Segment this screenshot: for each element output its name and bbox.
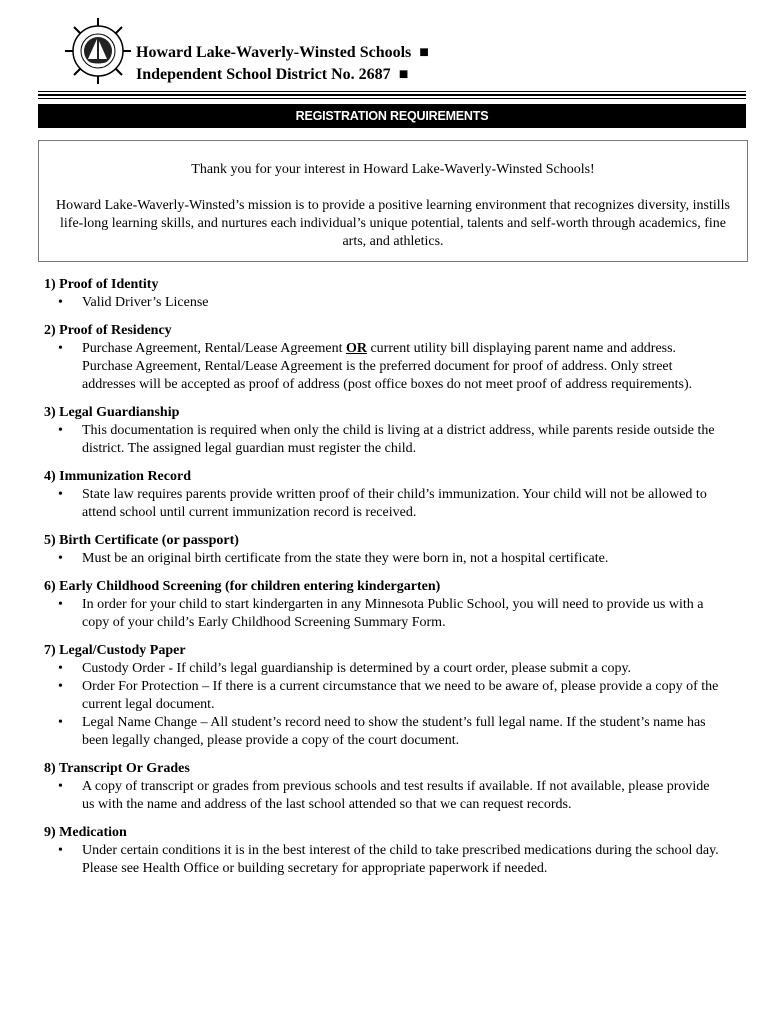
- section-title: 8) Transcript Or Grades: [44, 761, 190, 776]
- bullet-icon: •: [58, 597, 63, 612]
- square-bullet-icon: ■: [398, 66, 409, 83]
- bullet-icon: •: [58, 551, 63, 566]
- divider: [38, 94, 746, 96]
- bullet-icon: •: [58, 295, 63, 310]
- list-item: • Under certain conditions it is in the best interest of the child to take prescribed medications during the school day. Please see Health Office or building secretary for appropriate paperwork if needed.: [58, 843, 719, 876]
- or-emphasis: OR: [345, 341, 367, 356]
- section-title: 9) Medication: [44, 825, 127, 840]
- mission-statement: Howard Lake-Waverly-Winsted’s mission is to provide a positive learning environment that recognizes diversity, instills life-long learning skills, and nurtures each individual’s unique potential, talents and self-worth through academics, fine arts, and athletics.: [56, 198, 730, 249]
- page-title: REGISTRATION REQUIREMENTS: [38, 104, 746, 128]
- section-title: 4) Immunization Record: [44, 469, 191, 484]
- list-item: • Must be an original birth certificate from the state they were born in, not a hospital certificate.: [58, 551, 609, 566]
- requirements-list: [44, 276, 724, 888]
- list-item: • This documentation is required when only the child is living at a district address, while parents reside outside the district. The assigned legal guardian must register the child.: [58, 423, 715, 456]
- bullet-icon: •: [58, 423, 63, 438]
- list-item: • Legal Name Change – All student’s record need to show the student’s full legal name. If the student’s name has been legally changed, please provide a copy of the court document.: [58, 715, 706, 748]
- divider: [38, 98, 746, 99]
- section-title: 3) Legal Guardianship: [44, 405, 180, 420]
- section-title: 7) Legal/Custody Paper: [44, 643, 186, 658]
- list-item: • Purchase Agreement, Rental/Lease Agreement OR current utility bill displaying parent name and address. Purchase Agreement, Rental/Lease Agreement is the preferred document for proof of address. Only street addresses will be accepted as proof of address (post office boxes do not meet proof of address requirements).: [58, 341, 693, 392]
- bullet-icon: •: [58, 843, 63, 858]
- ship-wheel-logo-icon: [64, 17, 132, 85]
- section-immunization-record: [44, 468, 724, 522]
- section-transcript-or-grades: [44, 760, 724, 814]
- list-item: • Order For Protection – If there is a current circumstance that we need to be aware of, please provide a copy of the current legal document.: [58, 679, 719, 712]
- section-title: 5) Birth Certificate (or passport): [44, 533, 239, 548]
- square-bullet-icon: ■: [419, 44, 429, 61]
- bullet-icon: •: [58, 679, 63, 694]
- thank-you-text: Thank you for your interest in Howard Lake-Waverly-Winsted Schools!: [191, 162, 595, 177]
- bullet-icon: •: [58, 341, 63, 356]
- district-name: Independent School District No. 2687 ■: [136, 66, 409, 83]
- divider: [38, 91, 746, 92]
- section-legal-custody-paper: [44, 642, 724, 750]
- section-title: 2) Proof of Residency: [44, 323, 172, 338]
- section-proof-of-residency: [44, 322, 724, 394]
- intro-box: [38, 140, 748, 262]
- list-item: • In order for your child to start kindergarten in any Minnesota Public School, you will need to provide us with a copy of your child’s Early Childhood Screening Summary Form.: [58, 597, 704, 630]
- list-item: • A copy of transcript or grades from previous schools and test results if available. If not available, please provide us with the name and address of the last school attended so that we can request records.: [58, 779, 710, 812]
- bullet-icon: •: [58, 487, 63, 502]
- bullet-icon: •: [58, 779, 63, 794]
- bullet-icon: •: [58, 661, 63, 676]
- list-item: • Custody Order - If child’s legal guardianship is determined by a court order, please submit a copy.: [58, 661, 632, 676]
- section-legal-guardianship: [44, 404, 724, 458]
- section-early-childhood-screening: [44, 578, 724, 632]
- school-name: Howard Lake-Waverly-Winsted Schools ■: [136, 44, 429, 61]
- section-birth-certificate: [44, 532, 724, 568]
- section-title: 6) Early Childhood Screening (for children entering kindergarten): [44, 579, 441, 594]
- section-proof-of-identity: [44, 276, 724, 312]
- bullet-icon: •: [58, 715, 63, 730]
- section-medication: [44, 824, 724, 878]
- list-item: • State law requires parents provide written proof of their child’s immunization. Your child will not be allowed to attend school until current immunization record is received.: [58, 487, 707, 520]
- section-title: 1) Proof of Identity: [44, 277, 159, 292]
- list-item: • Valid Driver’s License: [58, 295, 209, 310]
